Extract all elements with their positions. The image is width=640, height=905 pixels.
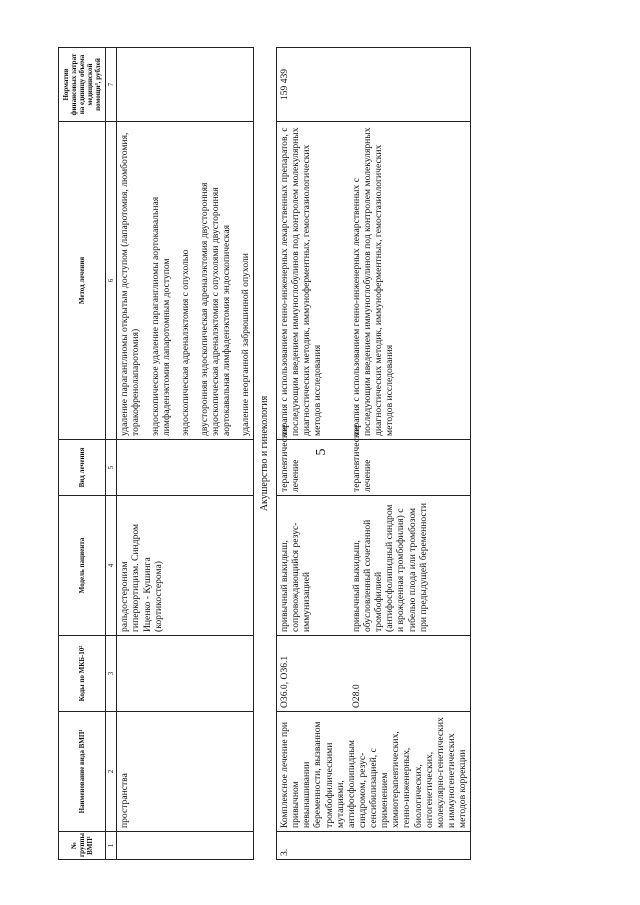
treatment-type-cell: терапевтическое лечение	[349, 440, 471, 496]
treatment-type-cell: терапевтическое лечение	[277, 440, 349, 496]
column-number: 4	[106, 496, 117, 636]
header-cost-norm: Норматив финансовых затрат на единицу объема медицинской помощи³, рублей	[59, 48, 106, 122]
treatment-method-item: эндоскопическое удаление параганглиомы аортокавальная лимфаденэктомия лапаротомным доступом	[149, 196, 172, 436]
header-treatment-type: Вид лечения	[59, 440, 106, 496]
column-number: 2	[106, 712, 117, 832]
vmp-table	[58, 47, 471, 860]
group-number-cell	[117, 832, 254, 860]
column-number: 3	[106, 636, 117, 712]
patient-model-cell: привычный выкидыш, обусловленный сочетанной тромбофилией (антифосфолипидный синдром и врожденная тромбофилия) с гибелью плода или тромбозом при предыдущей беременности	[349, 496, 471, 636]
table-row	[117, 48, 254, 860]
header-group-number: № группы ВМП¹	[59, 832, 106, 860]
vmp-name-cell: пространства	[117, 712, 254, 832]
treatment-method-item: эндоскопическая адреналэктомия с опухолью	[179, 249, 191, 436]
header-row	[59, 48, 106, 860]
icd-cell: O28.0	[349, 636, 471, 712]
patient-model-cell: ральдостеронизм гиперкортицизм. Синдром Иценко - Кушинга (кортикостерома)	[117, 496, 254, 636]
column-number-row	[106, 48, 117, 860]
treatment-type-cell	[117, 440, 254, 496]
column-number: 6	[106, 122, 117, 440]
group-number-cell: 3.	[277, 832, 471, 860]
icd-cell	[117, 636, 254, 712]
section-title: Акушерство и гинекология	[254, 48, 277, 860]
header-patient-model: Модель пациента	[59, 496, 106, 636]
vmp-name-cell: Комплексное лечение при привычном невынашивании беременности, вызванном тромбофилическими мутациями, антифосфолипидным синдромом, резус-сенсибилизацией, с применением химиотерапевтических, генно-инженерных, биологических, онтогенетических, молекулярно-генетических и иммуногенетических методов коррекции	[277, 712, 471, 832]
column-number: 7	[106, 48, 117, 122]
treatment-method-item: двусторонняя эндоскопическая адреналэктомия двусторонняя эндоскопическая адреналэктомия с опухолями двусторонняя аортокавальная лимфаденэктомия эндоскопическая	[198, 182, 233, 436]
treatment-method-item: удаление параганглиомы открытым доступом (лапаротомия, люмботомия, торакофренолапаротомия)	[119, 132, 142, 436]
treatment-method-cell: терапия с использованием генно-инженерных лекарственных с последующим введением иммуноглобулинов под контролем молекулярных диагностических методик, иммуноферментных, гемостазиологических методов исследования	[349, 122, 471, 440]
patient-model-cell: привычный выкидыш, сопровождающийся резус-иммунизацией	[277, 496, 349, 636]
section-row	[254, 48, 277, 860]
column-number: 1	[106, 832, 117, 860]
table-row	[277, 48, 349, 860]
cost-cell	[117, 48, 254, 122]
treatment-method-cell	[117, 122, 254, 440]
header-vmp-name: Наименование вида ВМП¹	[59, 712, 106, 832]
page-number: 5	[314, 448, 329, 456]
icd-cell: O36.0, O36.1	[277, 636, 349, 712]
header-treatment-method: Метод лечения	[59, 122, 106, 440]
column-number: 5	[106, 440, 117, 496]
header-icd-codes: Коды по МКБ-10²	[59, 636, 106, 712]
cost-cell: 159 439	[277, 48, 471, 122]
treatment-method-cell: терапия с использованием генно-инженерных лекарственных препаратов, с последующим введением иммуноглобулинов под контролем молекулярных диагностических методик, иммуноферментных, гемостазиологических методов исследования	[277, 122, 349, 440]
treatment-method-item: удаление неорганной забрюшинной опухоли	[240, 253, 252, 436]
